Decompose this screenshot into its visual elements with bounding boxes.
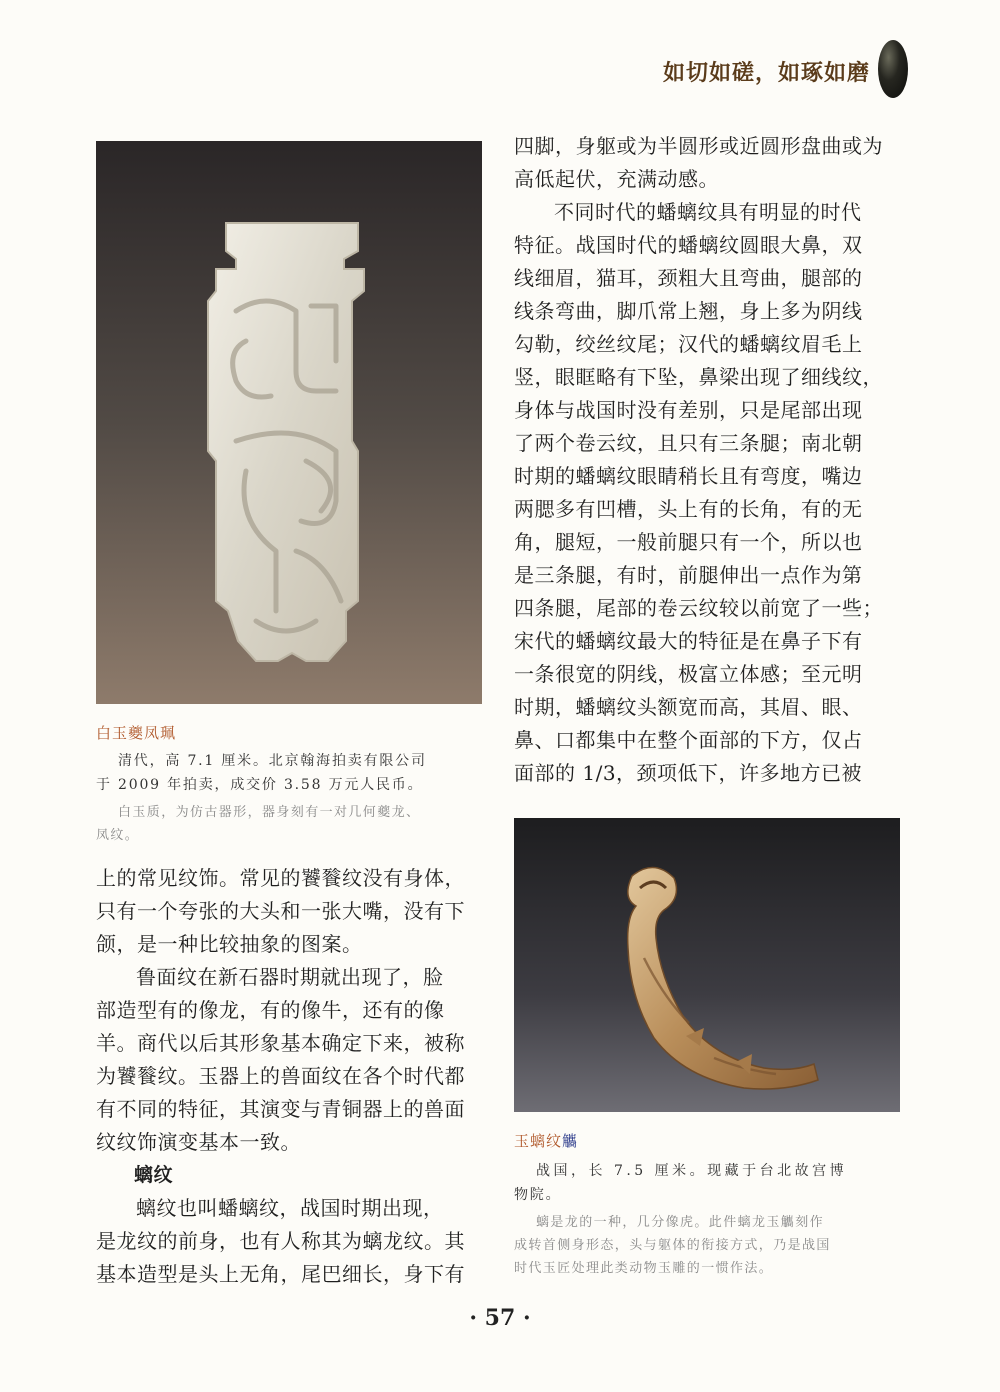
- body-line: 角，腿短，一般前腿只有一个，所以也: [514, 530, 863, 554]
- body-line: 上的常见纹饰。常见的饕餮纹没有身体，: [96, 866, 465, 890]
- body-line: 是龙纹的前身，也有人称其为螭龙纹。其: [96, 1229, 465, 1253]
- body-line: 两腮多有凹槽，头上有的长角，有的无: [514, 497, 863, 521]
- body-line: 线条弯曲，脚爪常上翘，身上多为阴线: [514, 299, 863, 323]
- figure2-note-line1: 螭是龙的一种，几分像虎。此件螭龙玉觿刻作: [536, 1215, 825, 1230]
- body-line: 螭纹也叫蟠螭纹，战国时期出现，: [136, 1196, 444, 1220]
- figure2-note-line2: 成转首侧身形态，头与躯体的衔接方式，乃是战国: [514, 1238, 831, 1253]
- body-line: 鼻、口都集中在整个面部的下方，仅占: [514, 728, 863, 752]
- body-line: 面部的 1/3，颈项低下，许多地方已被: [514, 761, 863, 785]
- body-line: 鲁面纹在新石器时期就出现了，脸: [136, 965, 444, 989]
- figure1-caption-line1: 清代，高 7.1 厘米。北京翰海拍卖有限公司: [118, 753, 427, 769]
- body-line: 勾勒，绞丝纹尾；汉代的蟠螭纹眉毛上: [514, 332, 863, 356]
- body-line: 宋代的蟠螭纹最大的特征是在鼻子下有: [514, 629, 863, 653]
- black-gem-icon: [878, 40, 908, 98]
- section-subheading: 螭纹: [134, 1164, 174, 1186]
- body-line: 特征。战国时代的蟠螭纹圆眼大鼻，双: [514, 233, 863, 257]
- body-line: 部造型有的像龙，有的像牛，还有的像: [96, 998, 445, 1022]
- body-line: 基本造型是头上无角，尾巴细长，身下有: [96, 1262, 465, 1286]
- figure2-note-line3: 时代玉匠处理此类动物玉雕的一惯作法。: [514, 1261, 774, 1276]
- body-line: 一条很宽的阴线，极富立体感；至元明: [514, 662, 863, 686]
- body-line: 羊。商代以后其形象基本确定下来，被称: [96, 1031, 465, 1055]
- body-line: 只有一个夸张的大头和一张大嘴，没有下: [96, 899, 465, 923]
- figure1-title: 白玉夔凤珮: [96, 724, 177, 742]
- body-line: 时期，蟠螭纹头额宽而高，其眉、眼、: [514, 695, 863, 719]
- body-line: 线细眉，猫耳，颈粗大且弯曲，腿部的: [514, 266, 863, 290]
- running-header-title: 如切如磋，如琢如磨: [662, 60, 870, 86]
- body-line: 四条腿，尾部的卷云纹较以前宽了一些；: [514, 596, 883, 620]
- figure2-title: 玉螭纹觿: [514, 1132, 579, 1150]
- body-line: 身体与战国时没有差别，只是尾部出现: [514, 398, 863, 422]
- jade-chi-dragon-carving-photo: [514, 818, 900, 1112]
- body-line: 颌，是一种比较抽象的图案。: [96, 932, 363, 956]
- figure2-caption-line1: 战国，长 7.5 厘米。现藏于台北故宫博: [536, 1163, 848, 1179]
- page-number: · 57 ·: [469, 1305, 531, 1331]
- body-line: 四脚，身躯或为半圆形或近圆形盘曲或为: [514, 134, 883, 158]
- left-text-column: [96, 862, 488, 1291]
- white-jade-kui-phoenix-pendant-photo: [96, 141, 482, 704]
- figure1-caption-line2: 于 2009 年拍卖，成交价 3.58 万元人民币。: [96, 777, 424, 793]
- body-line: 是三条腿，有时，前腿伸出一点作为第: [514, 563, 863, 587]
- body-line: 竖，眼眶略有下坠，鼻梁出现了细线纹，: [514, 365, 883, 389]
- body-line: 高低起伏，充满动感。: [514, 167, 719, 191]
- body-line: 纹纹饰演变基本一致。: [96, 1130, 301, 1154]
- body-line: 有不同的特征，其演变与青铜器上的兽面: [96, 1097, 465, 1121]
- right-text-column: [514, 130, 906, 790]
- figure1-note-line1: 白玉质，为仿古器形，器身刻有一对几何夔龙、: [118, 805, 421, 820]
- figure2-caption-line2: 物院。: [514, 1187, 562, 1203]
- body-line: 时期的蟠螭纹眼睛稍长且有弯度，嘴边: [514, 464, 863, 488]
- body-line: 为饕餮纹。玉器上的兽面纹在各个时代都: [96, 1064, 465, 1088]
- body-line: 不同时代的蟠螭纹具有明显的时代: [554, 200, 862, 224]
- body-line: 了两个卷云纹，且只有三条腿；南北朝: [514, 431, 863, 455]
- figure1-note-line2: 凤纹。: [96, 828, 140, 843]
